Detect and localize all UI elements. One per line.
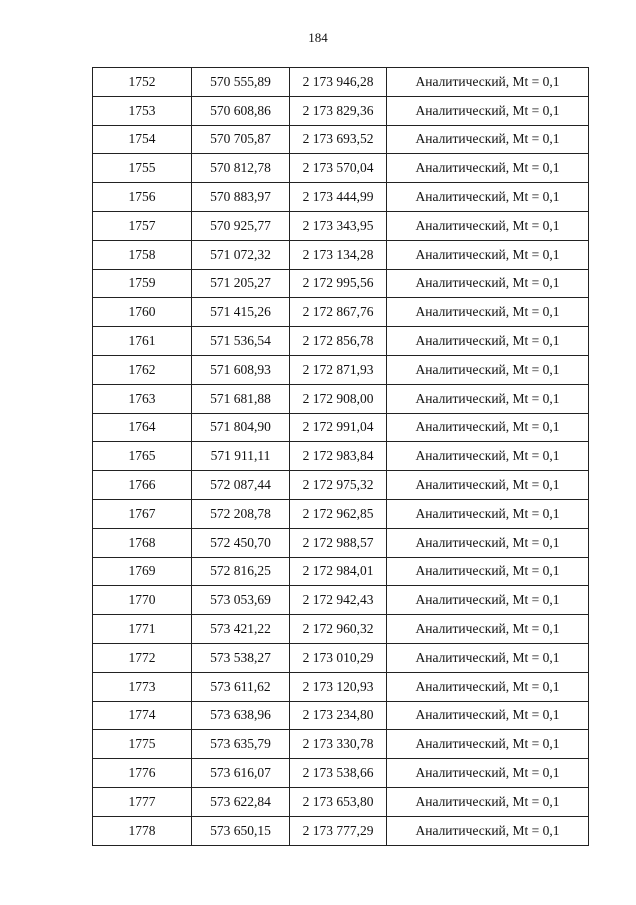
method-cell: Аналитический, Mt = 0,1: [387, 298, 589, 327]
method-cell: Аналитический, Mt = 0,1: [387, 154, 589, 183]
table-row: [93, 816, 589, 845]
y-coordinate-cell: 2 173 343,95: [290, 211, 387, 240]
x-coordinate-cell: 571 536,54: [192, 327, 290, 356]
y-coordinate-cell: 2 173 946,28: [290, 68, 387, 97]
y-coordinate-cell: 2 172 991,04: [290, 413, 387, 442]
table-row: [93, 96, 589, 125]
x-coordinate-cell: 570 883,97: [192, 183, 290, 212]
point-number-cell: 1761: [93, 327, 192, 356]
x-coordinate-cell: 571 205,27: [192, 269, 290, 298]
table-row: [93, 701, 589, 730]
y-coordinate-cell: 2 173 829,36: [290, 96, 387, 125]
method-cell: Аналитический, Mt = 0,1: [387, 672, 589, 701]
method-cell: Аналитический, Mt = 0,1: [387, 413, 589, 442]
y-coordinate-cell: 2 173 653,80: [290, 787, 387, 816]
table-row: [93, 355, 589, 384]
coordinates-table: [92, 67, 589, 846]
table-row: [93, 586, 589, 615]
method-cell: Аналитический, Mt = 0,1: [387, 269, 589, 298]
point-number-cell: 1777: [93, 787, 192, 816]
method-cell: Аналитический, Mt = 0,1: [387, 557, 589, 586]
point-number-cell: 1767: [93, 499, 192, 528]
method-cell: Аналитический, Mt = 0,1: [387, 96, 589, 125]
y-coordinate-cell: 2 173 234,80: [290, 701, 387, 730]
point-number-cell: 1764: [93, 413, 192, 442]
point-number-cell: 1754: [93, 125, 192, 154]
method-cell: Аналитический, Mt = 0,1: [387, 240, 589, 269]
method-cell: Аналитический, Mt = 0,1: [387, 730, 589, 759]
point-number-cell: 1772: [93, 643, 192, 672]
x-coordinate-cell: 571 804,90: [192, 413, 290, 442]
method-cell: Аналитический, Mt = 0,1: [387, 528, 589, 557]
x-coordinate-cell: 570 705,87: [192, 125, 290, 154]
x-coordinate-cell: 572 816,25: [192, 557, 290, 586]
y-coordinate-cell: 2 172 960,32: [290, 615, 387, 644]
table-row: [93, 557, 589, 586]
x-coordinate-cell: 570 555,89: [192, 68, 290, 97]
x-coordinate-cell: 571 415,26: [192, 298, 290, 327]
y-coordinate-cell: 2 173 538,66: [290, 759, 387, 788]
method-cell: Аналитический, Mt = 0,1: [387, 816, 589, 845]
x-coordinate-cell: 570 608,86: [192, 96, 290, 125]
table-row: [93, 269, 589, 298]
table-row: [93, 787, 589, 816]
y-coordinate-cell: 2 173 120,93: [290, 672, 387, 701]
table-row: [93, 125, 589, 154]
x-coordinate-cell: 573 538,27: [192, 643, 290, 672]
point-number-cell: 1771: [93, 615, 192, 644]
method-cell: Аналитический, Mt = 0,1: [387, 183, 589, 212]
point-number-cell: 1753: [93, 96, 192, 125]
x-coordinate-cell: 573 635,79: [192, 730, 290, 759]
point-number-cell: 1757: [93, 211, 192, 240]
table-row: [93, 211, 589, 240]
y-coordinate-cell: 2 173 134,28: [290, 240, 387, 269]
y-coordinate-cell: 2 172 942,43: [290, 586, 387, 615]
method-cell: Аналитический, Mt = 0,1: [387, 615, 589, 644]
y-coordinate-cell: 2 173 330,78: [290, 730, 387, 759]
table-row: [93, 413, 589, 442]
table-row: [93, 298, 589, 327]
point-number-cell: 1769: [93, 557, 192, 586]
y-coordinate-cell: 2 173 693,52: [290, 125, 387, 154]
method-cell: Аналитический, Mt = 0,1: [387, 759, 589, 788]
x-coordinate-cell: 571 681,88: [192, 384, 290, 413]
point-number-cell: 1776: [93, 759, 192, 788]
point-number-cell: 1774: [93, 701, 192, 730]
y-coordinate-cell: 2 172 962,85: [290, 499, 387, 528]
table-row: [93, 471, 589, 500]
table-row: [93, 730, 589, 759]
point-number-cell: 1762: [93, 355, 192, 384]
x-coordinate-cell: 572 450,70: [192, 528, 290, 557]
y-coordinate-cell: 2 173 010,29: [290, 643, 387, 672]
table-row: [93, 68, 589, 97]
point-number-cell: 1752: [93, 68, 192, 97]
y-coordinate-cell: 2 172 984,01: [290, 557, 387, 586]
point-number-cell: 1775: [93, 730, 192, 759]
x-coordinate-cell: 573 650,15: [192, 816, 290, 845]
method-cell: Аналитический, Mt = 0,1: [387, 211, 589, 240]
x-coordinate-cell: 573 616,07: [192, 759, 290, 788]
x-coordinate-cell: 570 925,77: [192, 211, 290, 240]
method-cell: Аналитический, Mt = 0,1: [387, 327, 589, 356]
method-cell: Аналитический, Mt = 0,1: [387, 499, 589, 528]
x-coordinate-cell: 570 812,78: [192, 154, 290, 183]
x-coordinate-cell: 571 608,93: [192, 355, 290, 384]
table-row: [93, 384, 589, 413]
point-number-cell: 1763: [93, 384, 192, 413]
table-row: [93, 442, 589, 471]
method-cell: Аналитический, Mt = 0,1: [387, 125, 589, 154]
method-cell: Аналитический, Mt = 0,1: [387, 384, 589, 413]
point-number-cell: 1760: [93, 298, 192, 327]
y-coordinate-cell: 2 172 856,78: [290, 327, 387, 356]
table-row: [93, 528, 589, 557]
page-number: 184: [308, 30, 328, 45]
point-number-cell: 1766: [93, 471, 192, 500]
method-cell: Аналитический, Mt = 0,1: [387, 787, 589, 816]
table-row: [93, 327, 589, 356]
x-coordinate-cell: 572 208,78: [192, 499, 290, 528]
method-cell: Аналитический, Mt = 0,1: [387, 586, 589, 615]
y-coordinate-cell: 2 173 777,29: [290, 816, 387, 845]
x-coordinate-cell: 573 638,96: [192, 701, 290, 730]
y-coordinate-cell: 2 172 975,32: [290, 471, 387, 500]
x-coordinate-cell: 573 421,22: [192, 615, 290, 644]
y-coordinate-cell: 2 172 871,93: [290, 355, 387, 384]
x-coordinate-cell: 572 087,44: [192, 471, 290, 500]
x-coordinate-cell: 573 611,62: [192, 672, 290, 701]
point-number-cell: 1770: [93, 586, 192, 615]
coordinates-table-body: [93, 68, 589, 846]
y-coordinate-cell: 2 172 867,76: [290, 298, 387, 327]
point-number-cell: 1773: [93, 672, 192, 701]
y-coordinate-cell: 2 173 570,04: [290, 154, 387, 183]
point-number-cell: 1765: [93, 442, 192, 471]
method-cell: Аналитический, Mt = 0,1: [387, 68, 589, 97]
method-cell: Аналитический, Mt = 0,1: [387, 643, 589, 672]
point-number-cell: 1768: [93, 528, 192, 557]
table-row: [93, 240, 589, 269]
method-cell: Аналитический, Mt = 0,1: [387, 355, 589, 384]
y-coordinate-cell: 2 173 444,99: [290, 183, 387, 212]
x-coordinate-cell: 573 053,69: [192, 586, 290, 615]
table-row: [93, 183, 589, 212]
table-row: [93, 759, 589, 788]
x-coordinate-cell: 571 911,11: [192, 442, 290, 471]
table-row: [93, 154, 589, 183]
method-cell: Аналитический, Mt = 0,1: [387, 442, 589, 471]
table-row: [93, 643, 589, 672]
point-number-cell: 1755: [93, 154, 192, 183]
y-coordinate-cell: 2 172 908,00: [290, 384, 387, 413]
y-coordinate-cell: 2 172 988,57: [290, 528, 387, 557]
method-cell: Аналитический, Mt = 0,1: [387, 471, 589, 500]
method-cell: Аналитический, Mt = 0,1: [387, 701, 589, 730]
table-row: [93, 672, 589, 701]
point-number-cell: 1756: [93, 183, 192, 212]
table-row: [93, 499, 589, 528]
point-number-cell: 1758: [93, 240, 192, 269]
x-coordinate-cell: 571 072,32: [192, 240, 290, 269]
table-row: [93, 615, 589, 644]
point-number-cell: 1778: [93, 816, 192, 845]
point-number-cell: 1759: [93, 269, 192, 298]
y-coordinate-cell: 2 172 995,56: [290, 269, 387, 298]
y-coordinate-cell: 2 172 983,84: [290, 442, 387, 471]
x-coordinate-cell: 573 622,84: [192, 787, 290, 816]
